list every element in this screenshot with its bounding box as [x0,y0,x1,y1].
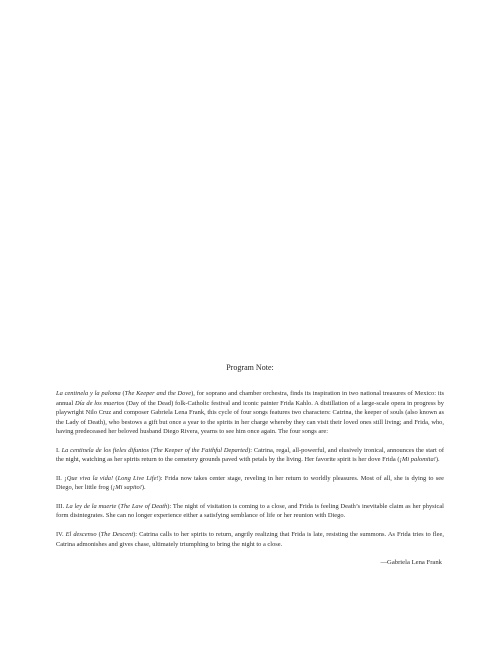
song-3-paragraph: III. La ley de la muerte (The Law of Death): The night of visitation is coming to a close, and Frida is feeling Death’s inevitable claim as her physical form disintegrates. She can no longer experience either a satisfying semblance of life or her reunion with Diego. [56,502,444,520]
program-note-title: Program Note: [226,363,274,372]
work-title: La centinela y la paloma [56,390,121,397]
author-signature: —Gabriela Lena Frank [380,559,442,567]
festival-name: Día de los muertos [74,399,125,407]
song-1-title: La centinela de los fieles difuntos [61,446,149,454]
song-3-title-english: The Law of Death [120,502,168,510]
work-title-english: The Keeper and the Dove [124,390,192,397]
song-4-title-english: The Descent [100,531,134,539]
song-2-title: ¡Que viva la vida! [64,474,114,482]
program-note [56,362,444,567]
song-3-title: La ley de la muerte [65,502,117,510]
song-1-title-english: The Keeper of the Faithful Departed [152,446,249,454]
song-2-title-english: Long Live Life! [117,474,159,482]
song-2-paragraph: II. ¡Que viva la vida! (Long Live Life!): Frida now takes center stage, reveling in her return to worldly pleasures. Most of all, she is dying to see Diego, her little frog (¡Mi sapito!). [56,474,444,492]
song-1-paragraph: I. La centinela de los fieles difuntos (The Keeper of the Faithful Departed): Catrina, regal, all-powerful, and elusively ironical, announces the start of the night, watching as her spirits return to the cemetery grounds paved with petals by the living. Her favorite spirit is her dove Frida (¡Mi palomita!). [56,446,444,464]
song-4-title: El descenso [65,531,97,539]
song-4-paragraph: IV. El descenso (The Descent): Catrina calls to her spirits to return, angrily realizing that Frida is late, resisting the summons. As Frida tries to flee, Catrina admonishes and gives chase, ultimately triumphing to bring the night to a close. [56,531,444,548]
intro-paragraph: La centinela y la paloma (The Keeper and the Dove), for soprano and chamber orchestra, finds its inspiration in two national treasures of Mexico: its annual Día de los muertos (Day of the Dead) folk-Catholic festival and iconic painter Frida Kahlo. A distillation of a large-scale opera in progress by playwright Nilo Cruz and composer Gabriela Lena Frank, this cycle of four songs features two characters: Catrina, the keeper of souls (also known as the Lady of Death), who bestows a gift but once a year to the spirits in her charge whereby they can visit their loved ones still living; and Frida, who, having predeceased her beloved husband Diego Rivera, yearns to see him once again. The four songs are: [56,390,444,436]
